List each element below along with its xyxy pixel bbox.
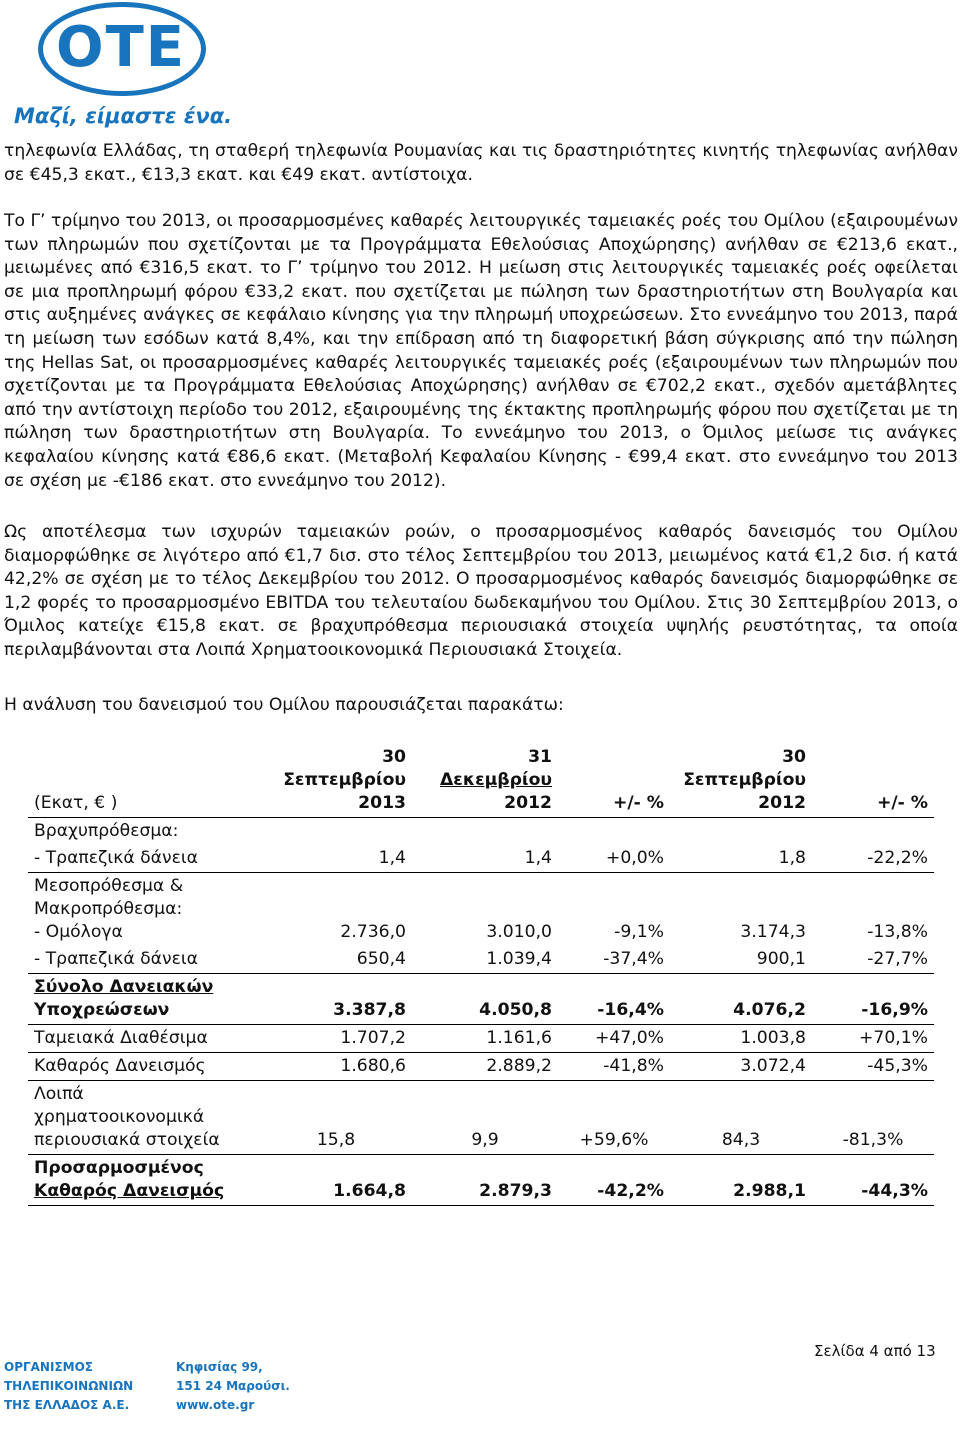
footer-organization: ΟΡΓΑΝΙΣΜΟΣ ΤΗΛΕΠΙΚΟΙΝΩΝΙΩΝ ΤΗΣ ΕΛΛΑΔΟΣ Α.Ε. [4,1360,134,1412]
table-row: - Τραπεζικά δάνεια 650,4 1.039,4 -37,4% 900,1 -27,7% [28,946,934,974]
table-row-total-debt: Σύνολο Δανειακών Υποχρεώσεων 3.387,8 4.050,8 -16,4% 4.076,2 -16,9% [28,974,934,1025]
ote-logo [2,0,238,134]
page-number: Σελίδα 4 από 13 [814,1342,936,1360]
paragraph-cashflow-intro: τηλεφωνία Ελλάδας, τη σταθερή τηλεφωνία Ρουμανίας και τις δραστηριότητες κινητής τηλεφωνίας ανήλθαν σε €45,3 εκατ., €13,3 εκατ. και €49 εκατ. αντίστοιχα. [4,141,958,185]
section-long-term: Μεσοπρόθεσμα & Μακροπρόθεσμα: - Ομόλογα 2.736,0 3.010,0 -9,1% 3.174,3 -13,8% [34,876,928,942]
logo-slogan: Μαζί, είμαστε ένα. [14,104,233,128]
header-sep-2013: 30 Σεπτεμβρίου 2013 [260,744,412,818]
footer-address: Κηφισίας 99, 151 24 Μαρούσι. www.ote.gr [176,1360,290,1412]
header-sep-2012: 30 Σεπτεμβρίου 2012 [670,744,812,818]
table-row: - Τραπεζικά δάνεια 1,4 1,4 +0,0% 1,8 -22,2% [28,845,934,873]
header-change-2: +/- % [812,744,934,818]
paragraph-operating-cashflow: Το Γ’ τρίμηνο του 2013, οι προσαρμοσμένες καθαρές λειτουργικές ταμειακές ροές του Ομίλου (εξαιρουμένων των πληρωμών που σχετίζονται με τα Προγράμματα Εθελούσιας Αποχώρησης) ανήλθαν σε €213,6 εκατ., μειωμένες από €316,5 εκατ. το Γ’ τρίμηνο του 2012. Η μείωση στις λειτουργικές ταμειακές ροές οφείλεται σε μια προπληρωμή φόρου €33,2 εκατ. που σχετίζεται με πώληση των δραστηριοτήτων στη Βουλγαρία και στις αυξημένες ανάγκες σε κεφάλαιο κίνησης για την πληρωμή υποχρεώσεων. Στο εννεάμηνο του 2013, παρά τη μείωση των εσόδων κατά 8,4%, και την επίδραση από τη διαφορετική βάση σύγκρισης από την πώληση της Hellas Sat, οι προσαρμοσμένες καθαρές λειτουργικές ταμειακές ροές (εξαιρουμένων των πληρωμών που σχετίζονται με τα Προγράμματα Εθελούσιας Αποχώρησης) ανήλθαν σε €702,2 εκατ., σχεδόν αμετάβλητες από την αντίστοιχη περίοδο του 2012, εξαιρουμένης της έκτακτης προπληρωμής φόρου που σχετίζεται με τη πώληση των δραστηριοτήτων στη Βουλγαρία. Το εννεάμηνο του 2013, ο Όμιλος μείωσε τις ανάγκες κεφαλαίου κίνησης κατά €86,6 εκατ. (Μεταβολή Κεφαλαίου Κίνησης - €99,4 εκατ. στο εννεάμηνο του 2013 σε σχέση με -€186 εκατ. στο εννεάμηνο του 2012). [4,211,958,491]
section-short-term: Βραχυπρόθεσμα: [34,821,179,841]
table-row: Ταμειακά Διαθέσιμα 1.707,2 1.161,6 +47,0% 1.003,8 +70,1% [28,1025,934,1053]
table-row: Λοιπά χρηματοοικονομικά περιουσιακά στοιχεία 15,8 9,9 +59,6% 84,3 -81,3% [28,1081,934,1155]
table-row: Καθαρός Δανεισμός 1.680,6 2.889,2 -41,8% 3.072,4 -45,3% [28,1053,934,1081]
paragraph-net-debt: Ως αποτέλεσμα των ισχυρών ταμειακών ροών, ο προσαρμοσμένος καθαρός δανεισμός του Ομίλου διαμορφώθηκε σε λιγότερο από €1,7 δισ. στο τέλος Σεπτεμβρίου του 2013, μειωμένος κατά €1,2 δισ. ή κατά 42,2% σε σχέση με το τέλος Δεκεμβρίου του 2012. Ο προσαρμοσμένος καθαρός δανεισμός διαμορφώθηκε σε 1,2 φορές το προσαρμοσμένο EBITDA του τελευταίου δωδεκαμήνου του Ομίλου. Στις 30 Σεπτεμβρίου 2013, ο Όμιλος κατείχε €15,8 εκατ. σε βραχυπρόθεσμα περιουσιακά στοιχεία υψηλής ρευστότητας, τα οποία περιλαμβάνονται στα Λοιπά Χρηματοοικονομικά Περιουσιακά Στοιχεία. [4,522,958,660]
header-dec-2012: 31 Δεκεμβρίου 2012 [412,744,558,818]
header-change-1: +/- % [558,744,670,818]
logo-text: ΟΤΕ [55,15,187,80]
paragraph-table-intro: Η ανάλυση του δανεισμού του Ομίλου παρουσιάζεται παρακάτω: [4,695,564,715]
table-row-adjusted-net-debt: Προσαρμοσμένος Καθαρός Δανεισμός 1.664,8 2.879,3 -42,2% 2.988,1 -44,3% [28,1155,934,1206]
table-header-row [28,744,934,818]
unit-label: (Εκατ, € ) [28,744,260,818]
debt-analysis-table [28,744,934,1206]
